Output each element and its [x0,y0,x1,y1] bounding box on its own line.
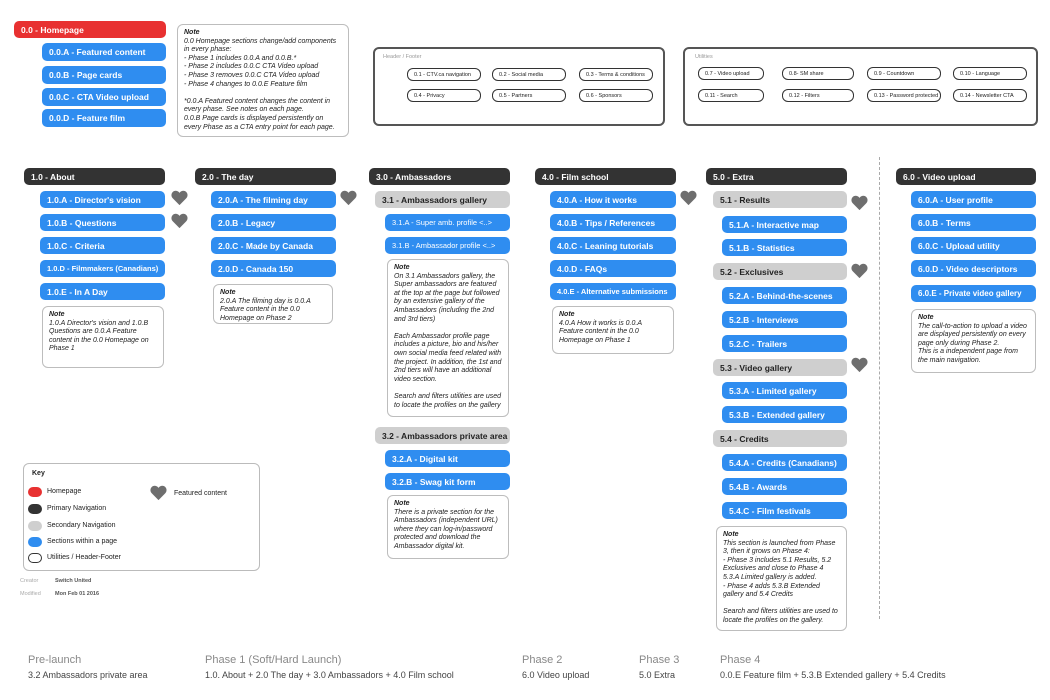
creator-value: Switch United [55,578,92,584]
util-language: 0.10 - Language [953,67,1027,80]
swag-kit-form-node: 3.2.B - Swag kit form [385,473,510,490]
heart-icon [851,263,868,279]
film-school-node: 4.0 - Film school [535,168,676,185]
modified-label: Modified [20,591,41,597]
filmmakers-node: 1.0.D - Filmmakers (Canadians) [40,260,165,277]
cta-video-upload-node: 0.0.C - CTA Video upload [42,88,166,106]
phase-desc: 6.0 Video upload [522,670,590,680]
util-social-media: 0.2 - Social media [492,68,566,81]
upload-utility-node: 6.0.C - Upload utility [911,237,1036,254]
interviews-node: 5.2.B - Interviews [722,311,847,328]
heart-icon [340,190,357,206]
util-newsletter-cta: 0.14 - Newsletter CTA [953,89,1027,102]
private-video-gallery-node: 6.0.E - Private video gallery [911,285,1036,302]
learning-tutorials-node: 4.0.C - Leaning tutorials [550,237,676,254]
how-it-works-node: 4.0.A - How it works [550,191,676,208]
phase-desc: 3.2 Ambassadors private area [28,670,148,680]
heart-icon [851,357,868,373]
alternative-submissions-node: 4.0.E - Alternative submissions [550,283,676,300]
interactive-map-node: 5.1.A - Interactive map [722,216,847,233]
results-node: 5.1 - Results [713,191,847,208]
ambassadors-gallery-node: 3.1 - Ambassadors gallery [375,191,510,208]
user-profile-node: 6.0.A - User profile [911,191,1036,208]
the-day-node: 2.0 - The day [195,168,336,185]
featured-content-node: 0.0.A - Featured content [42,43,166,61]
key-utilities-label: Utilities / Header-Footer [47,554,121,561]
tips-references-node: 4.0.B - Tips / References [550,214,676,231]
made-by-canada-node: 2.0.C - Made by Canada [211,237,336,254]
phase-title: Phase 3 [639,654,680,666]
utilities-panel [683,47,1038,126]
behind-the-scenes-node: 5.2.A - Behind-the-scenes [722,287,847,304]
key-homepage-label: Homepage [47,488,82,495]
util-privacy: 0.4 - Privacy [407,89,481,102]
heart-icon [150,485,167,501]
phase-desc: 5.0 Extra [639,670,676,680]
phase-desc: 0.0.E Feature film + 5.3.B Extended gallery + 5.4 Credits [720,670,946,680]
questions-node: 1.0.B - Questions [40,214,165,231]
video-gallery-node: 5.3 - Video gallery [713,359,847,376]
about-node: 1.0 - About [24,168,165,185]
utilities-title: Utilities [695,54,713,60]
extra-note: Note This section is launched from Phase 3, then it grows on Phase 4: - Phase 3 includes 5.1 Results, 5.2 Exclusives and close to Phase 4 5.3.A Limited gallery is added. - Phase 4 adds 5.3.B Extended gallery and 5.4 Credits Search and filters utilities are used to locate the profiles on the gallery. [716,526,847,631]
ambassadors-private-note: Note There is a private section for the Ambassadors (independent URL) where they can log-in/password protected and download the Ambassador digital kit. [387,495,509,559]
ambassadors-gallery-note: Note On 3.1 Ambassadors gallery, the Super ambassadors are featured at the top at the page but followed by an extensive gallery of the Ambassadors (including the 2nd and 3rd tiers) Each Ambassador profile page includes a picture, bio and his/her own social media feed related with the project. In addition, the 1st and 2nd tiers will have an additional video section. Search and filters utilities are used to locate the profiles on the gallery [387,259,509,417]
util-search: 0.11 - Search [698,89,764,102]
canada-150-node: 2.0.D - Canada 150 [211,260,336,277]
heart-icon [171,213,188,229]
trailers-node: 5.2.C - Trailers [722,335,847,352]
credits-canadians-node: 5.4.A - Credits (Canadians) [722,454,847,471]
key-featured-label: Featured content [174,490,227,497]
limited-gallery-node: 5.3.A - Limited gallery [722,382,847,399]
terms-node: 6.0.B - Terms [911,214,1036,231]
key-primary-label: Primary Navigation [47,505,107,512]
util-partners: 0.5 - Partners [492,89,566,102]
phase-separator-line [879,157,880,619]
phase-title: Pre-launch [28,654,82,666]
swatch-section [28,537,42,547]
exclusives-node: 5.2 - Exclusives [713,263,847,280]
phase-desc: 1.0. About + 2.0 The day + 3.0 Ambassadors + 4.0 Film school [205,670,454,680]
phase-title: Phase 2 [522,654,563,666]
awards-node: 5.4.B - Awards [722,478,847,495]
heart-icon [680,190,697,206]
header-footer-title: Header / Footer [383,54,422,60]
extended-gallery-node: 5.3.B - Extended gallery [722,406,847,423]
film-festivals-node: 5.4.C - Film festivals [722,502,847,519]
feature-film-node: 0.0.D - Feature film [42,109,166,127]
film-school-note: Note 4.0.A How it works is 0.0.A Feature content in the 0.0 Homepage on Phase 1 [552,306,674,354]
swatch-homepage [28,487,42,497]
ambassadors-node: 3.0 - Ambassadors [369,168,510,185]
digital-kit-node: 3.2.A - Digital kit [385,450,510,467]
util-countdown: 0.9 - Countdown [867,67,941,80]
key-legend [23,463,260,571]
util-filters: 0.12 - Filters [782,89,854,102]
the-day-note: Note 2.0.A The filming day is 0.0.A Feature content in the 0.0 Homepage on Phase 2 [213,284,333,324]
phase-title: Phase 1 (Soft/Hard Launch) [205,654,342,666]
ambassador-profile-node: 3.1.B - Ambassador profile <..> [385,237,510,254]
about-note: Note 1.0.A Director's vision and 1.0.B Questions are 0.0.A Feature content in the 0.0 Homepage on Phase 1 [42,306,164,368]
util-password-protected: 0.13 - Password protected [867,89,941,102]
video-descriptors-node: 6.0.D - Video descriptors [911,260,1036,277]
util-sm-share: 0.8- SM share [782,67,854,80]
heart-icon [851,195,868,211]
header-footer-panel [373,47,665,126]
creator-label: Creator [20,578,39,584]
criteria-node: 1.0.C - Criteria [40,237,165,254]
video-upload-note: Note The call-to-action to upload a video are displayed persistently on every page only during Phase 2. This is a independent page from the main navigation. [911,309,1036,373]
swatch-primary [28,504,42,514]
util-video-upload: 0.7 - Video upload [698,67,764,80]
super-amb-profile-node: 3.1.A - Super amb. profile <..> [385,214,510,231]
util-sponsors: 0.6 - Sponsors [579,89,653,102]
filming-day-node: 2.0.A - The filming day [211,191,336,208]
video-upload-node: 6.0 - Video upload [896,168,1036,185]
swatch-secondary [28,521,42,531]
key-section-label: Sections within a page [47,538,118,545]
util-ctv-navigation: 0.1 - CTV.ca navigation [407,68,481,81]
heart-icon [171,190,188,206]
key-secondary-label: Secondary Navigation [47,522,116,529]
homepage-note: Note 0.0 Homepage sections change/add components in every phase: - Phase 1 includes 0.0.A and 0.0.B.* - Phase 2 includes 0.0.C CTA Video upload - Phase 3 removes 0.0.C CTA Video upload - Phase 4 changes to 0.0.E Feature film *0.0.A Featured content changes the content in every phase. See notes on each page. 0.0.B Page cards is displayed persistently on every Phase as a CTA entry point for each page. [177,24,349,137]
ambassadors-private-area-node: 3.2 - Ambassadors private area [375,427,510,444]
phase-title: Phase 4 [720,654,761,666]
in-a-day-node: 1.0.E - In A Day [40,283,165,300]
modified-value: Mon Feb 01 2016 [55,591,100,597]
swatch-utilities [28,553,42,563]
directors-vision-node: 1.0.A - Director's vision [40,191,165,208]
credits-node: 5.4 - Credits [713,430,847,447]
faqs-node: 4.0.D - FAQs [550,260,676,277]
page-cards-node: 0.0.B - Page cards [42,66,166,84]
statistics-node: 5.1.B - Statistics [722,239,847,256]
key-title: Key [32,470,45,477]
legacy-node: 2.0.B - Legacy [211,214,336,231]
extra-node: 5.0 - Extra [706,168,847,185]
homepage-node: 0.0 - Homepage [14,21,166,38]
util-terms: 0.3 - Terms & conditions [579,68,653,81]
